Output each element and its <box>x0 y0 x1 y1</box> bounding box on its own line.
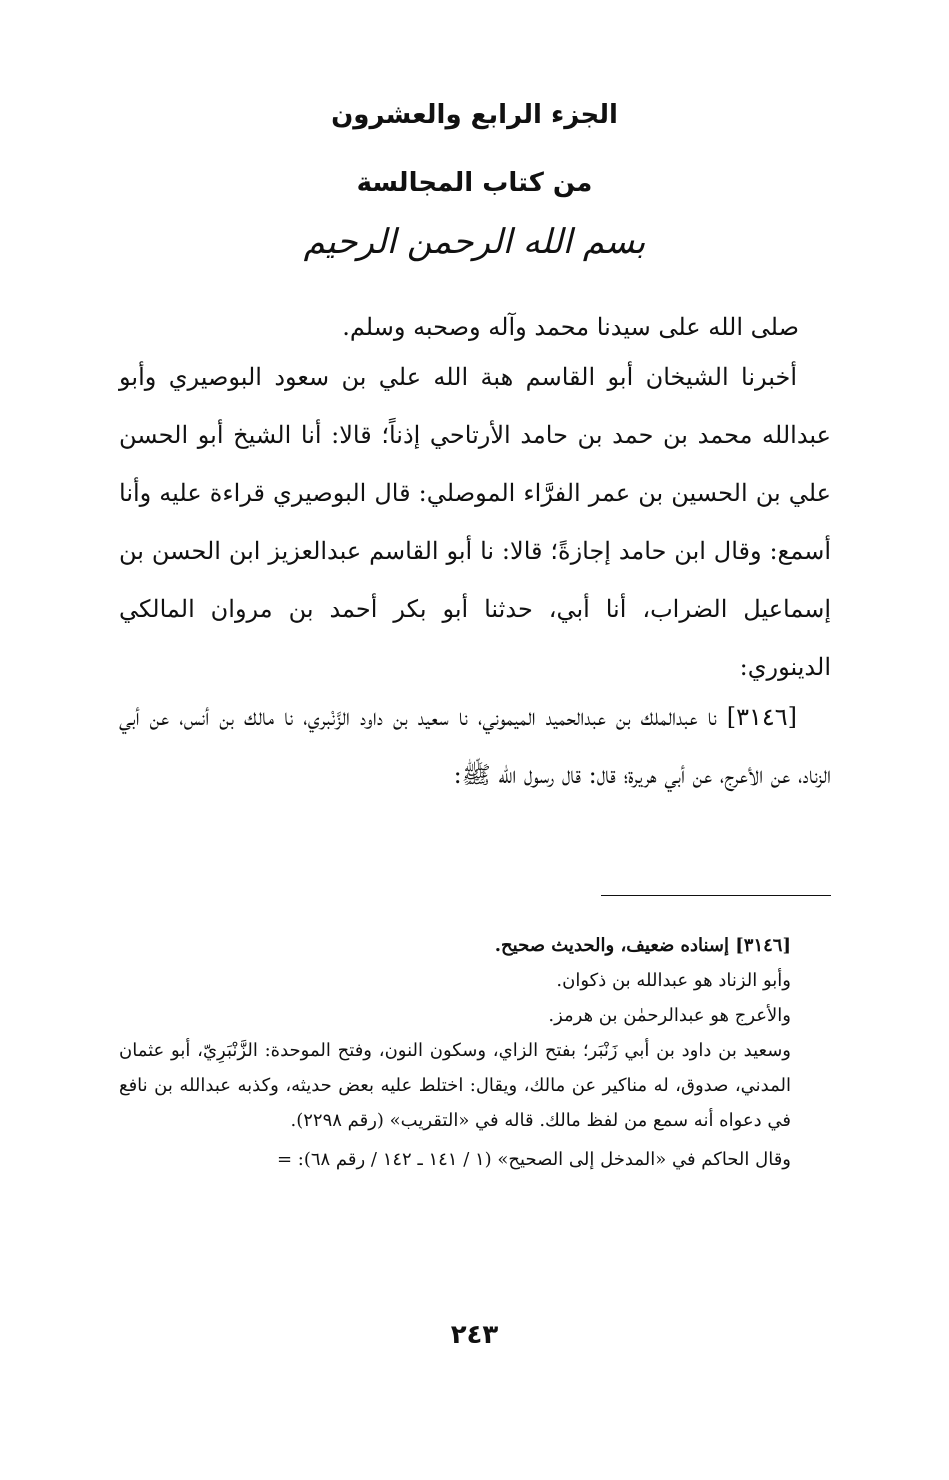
basmala-calligraphy: بسم الله الرحمن الرحيم <box>303 222 646 262</box>
isnad-text: أخبرنا الشيخان أبو القاسم هبة الله علي بن سعود البوصيري وأبو عبدالله محمد بن حمد بن حامد الأرتاحي إذناً؛ قالا: أنا الشيخ أبو الحسن علي بن الحسين بن عمر الفرَّاء الموصلي: قال البوصيري قراءة عليه وأنا أسمع: وقال ابن حامد إجازةً؛ قالا: نا أبو القاسم عبدالعزيز ابن الحسن بن إسماعيل الضراب، أنا أبي، حدثنا أبو بكر أحمد بن مروان المالكي الدينوري: <box>119 363 831 681</box>
salah-text: صلى الله على سيدنا محمد وآله وصحبه وسلم. <box>342 313 799 341</box>
footnote-grade: [٣١٤٦] إسناده ضعيف، والحديث صحيح. <box>494 935 791 956</box>
part-title: الجزء الرابع والعشرون <box>331 100 618 130</box>
page-number: ٢٤٣ <box>450 1320 499 1350</box>
footnote-divider <box>601 895 831 896</box>
footnote-line: وسعيد بن داود بن أبي زَنْبَر؛ بفتح الزاي، وسكون النون، وفتح الموحدة: الزَّنْبَرِيّ، أبو عثمان المدني، صدوق، له مناكير عن مالك، ويقال: اختلط عليه بعض حديثه، وكذبه عبدالله بن نافع في دعواه أنه سمع من لفظ مالك. قاله في «التقريب» (رقم ٢٢٩٨). <box>119 1040 791 1131</box>
hadith-paragraph <box>119 688 831 804</box>
footnote-line: وأبو الزناد هو عبدالله بن ذكوان. <box>556 970 791 991</box>
footnotes <box>119 928 831 1177</box>
book-title: من كتاب المجالسة <box>356 168 593 198</box>
footnote-line: وقال الحاكم في «المدخل إلى الصحيح» (١ / ١٤١ ـ ١٤٢ / رقم ٦٨): = <box>276 1149 791 1170</box>
footnote-line: والأعرج هو عبدالرحمٰن بن هرمز. <box>548 1005 791 1026</box>
hadith-text: [٣١٤٦] نا عبدالملك بن عبدالحميد الميموني، نا سعيد بن داود الزَّنْبري، نا مالك بن أنس، عن أبي الزناد، عن الأعرج، عن أبي هريرة؛ قال: قال رسول الله ﷺ: <box>119 703 831 789</box>
isnad-paragraph <box>119 348 831 696</box>
